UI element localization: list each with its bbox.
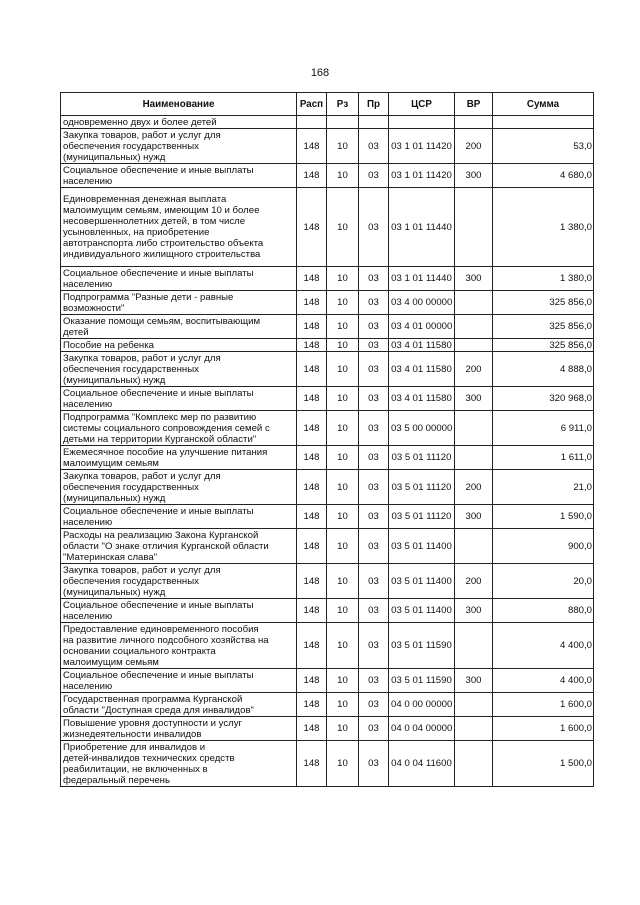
cell-vr: 300 — [455, 505, 493, 529]
table-body — [61, 116, 594, 787]
cell-csr: 03 5 01 11400 — [389, 599, 455, 623]
table-row — [61, 116, 594, 129]
cell-sum: 4 400,0 — [493, 623, 594, 669]
cell-pr: 03 — [359, 564, 389, 599]
cell-vr — [455, 339, 493, 352]
cell-rasp: 148 — [297, 623, 327, 669]
cell-csr: 03 5 01 11120 — [389, 470, 455, 505]
cell-pr: 03 — [359, 164, 389, 188]
cell-pr: 03 — [359, 291, 389, 315]
table-row — [61, 129, 594, 164]
cell-name: Закупка товаров, работ и услуг для обеспечения государственных (муниципальных) нужд — [61, 352, 297, 387]
table-row — [61, 470, 594, 505]
cell-pr: 03 — [359, 717, 389, 741]
table-row — [61, 564, 594, 599]
cell-csr: 03 1 01 11420 — [389, 164, 455, 188]
cell-vr: 300 — [455, 599, 493, 623]
cell-vr — [455, 529, 493, 564]
cell-rz: 10 — [327, 188, 359, 267]
cell-pr: 03 — [359, 315, 389, 339]
table-row — [61, 717, 594, 741]
cell-vr — [455, 315, 493, 339]
cell-sum: 1 380,0 — [493, 267, 594, 291]
cell-sum: 1 600,0 — [493, 717, 594, 741]
cell-pr: 03 — [359, 188, 389, 267]
cell-sum: 4 888,0 — [493, 352, 594, 387]
cell-rasp: 148 — [297, 693, 327, 717]
header-csr: ЦСР — [389, 93, 455, 116]
cell-vr — [455, 291, 493, 315]
table-row — [61, 315, 594, 339]
cell-rasp: 148 — [297, 291, 327, 315]
cell-rasp: 148 — [297, 599, 327, 623]
cell-vr: 300 — [455, 387, 493, 411]
cell-rz: 10 — [327, 411, 359, 446]
cell-pr: 03 — [359, 669, 389, 693]
cell-vr: 200 — [455, 470, 493, 505]
cell-csr: 03 1 01 11420 — [389, 129, 455, 164]
cell-vr — [455, 717, 493, 741]
table-row — [61, 267, 594, 291]
cell-sum: 900,0 — [493, 529, 594, 564]
cell-csr: 03 5 00 00000 — [389, 411, 455, 446]
cell-csr: 03 5 01 11400 — [389, 564, 455, 599]
cell-rz: 10 — [327, 164, 359, 188]
cell-rz: 10 — [327, 529, 359, 564]
cell-name: Оказание помощи семьям, воспитывающим детей — [61, 315, 297, 339]
cell-name: Расходы на реализацию Закона Курганской области "О знаке отличия Курганской области "Материнская слава" — [61, 529, 297, 564]
cell-vr: 200 — [455, 129, 493, 164]
cell-sum: 21,0 — [493, 470, 594, 505]
cell-sum — [493, 116, 594, 129]
cell-rz: 10 — [327, 339, 359, 352]
cell-pr: 03 — [359, 741, 389, 787]
cell-csr: 03 5 01 11120 — [389, 446, 455, 470]
cell-name: Подпрограмма "Разные дети - равные возможности" — [61, 291, 297, 315]
cell-sum: 6 911,0 — [493, 411, 594, 446]
cell-name: Социальное обеспечение и иные выплаты населению — [61, 164, 297, 188]
cell-name: Закупка товаров, работ и услуг для обеспечения государственных (муниципальных) нужд — [61, 129, 297, 164]
cell-vr — [455, 411, 493, 446]
table-row — [61, 387, 594, 411]
cell-rasp: 148 — [297, 164, 327, 188]
table-row — [61, 291, 594, 315]
table-row — [61, 669, 594, 693]
cell-rasp: 148 — [297, 446, 327, 470]
cell-rz: 10 — [327, 291, 359, 315]
cell-pr: 03 — [359, 267, 389, 291]
cell-rasp: 148 — [297, 529, 327, 564]
header-name: Наименование — [61, 93, 297, 116]
cell-name: Пособие на ребенка — [61, 339, 297, 352]
cell-vr: 300 — [455, 267, 493, 291]
cell-csr: 03 4 01 11580 — [389, 352, 455, 387]
header-rasp: Расп — [297, 93, 327, 116]
table-row — [61, 599, 594, 623]
cell-rasp: 148 — [297, 267, 327, 291]
cell-vr — [455, 693, 493, 717]
cell-rasp: 148 — [297, 411, 327, 446]
cell-name: Подпрограмма "Комплекс мер по развитию системы социального сопровождения семей с детьми на территории Курганской области" — [61, 411, 297, 446]
cell-rz: 10 — [327, 741, 359, 787]
cell-pr: 03 — [359, 387, 389, 411]
table-row — [61, 505, 594, 529]
cell-rasp: 148 — [297, 741, 327, 787]
cell-rz: 10 — [327, 352, 359, 387]
cell-pr: 03 — [359, 446, 389, 470]
cell-pr: 03 — [359, 339, 389, 352]
cell-pr: 03 — [359, 623, 389, 669]
cell-rz: 10 — [327, 693, 359, 717]
cell-name: Приобретение для инвалидов и детей-инвалидов технических средств реабилитации, не включенных в федеральный перечень — [61, 741, 297, 787]
cell-rasp: 148 — [297, 352, 327, 387]
cell-csr: 03 5 01 11400 — [389, 529, 455, 564]
cell-name: Предоставление единовременного пособия на развитие личного подсобного хозяйства на основании социального контракта малоимущим семьям — [61, 623, 297, 669]
cell-pr: 03 — [359, 693, 389, 717]
cell-sum: 320 968,0 — [493, 387, 594, 411]
cell-rz: 10 — [327, 505, 359, 529]
header-vr: ВР — [455, 93, 493, 116]
cell-rz: 10 — [327, 446, 359, 470]
cell-name: Единовременная денежная выплата малоимущим семьям, имеющим 10 и более несовершеннолетних детей, в том числе усыновленных, на приобретение автотранспорта либо строительство объекта индивидуального жилищного строительства — [61, 188, 297, 267]
header-rz: Рз — [327, 93, 359, 116]
cell-vr — [455, 188, 493, 267]
cell-name: Социальное обеспечение и иные выплаты населению — [61, 669, 297, 693]
cell-csr: 03 5 01 11590 — [389, 669, 455, 693]
cell-vr: 300 — [455, 669, 493, 693]
cell-name: одновременно двух и более детей — [61, 116, 297, 129]
cell-sum: 4 400,0 — [493, 669, 594, 693]
cell-rz: 10 — [327, 267, 359, 291]
cell-name: Повышение уровня доступности и услуг жизнедеятельности инвалидов — [61, 717, 297, 741]
cell-pr: 03 — [359, 505, 389, 529]
cell-sum: 880,0 — [493, 599, 594, 623]
table-row — [61, 352, 594, 387]
cell-sum: 1 590,0 — [493, 505, 594, 529]
cell-sum: 1 500,0 — [493, 741, 594, 787]
cell-pr: 03 — [359, 529, 389, 564]
cell-sum: 325 856,0 — [493, 291, 594, 315]
cell-csr: 03 5 01 11120 — [389, 505, 455, 529]
cell-sum: 1 611,0 — [493, 446, 594, 470]
table-header-row — [61, 93, 594, 116]
cell-pr: 03 — [359, 411, 389, 446]
cell-rz: 10 — [327, 669, 359, 693]
cell-vr — [455, 446, 493, 470]
table-row — [61, 529, 594, 564]
cell-sum: 325 856,0 — [493, 315, 594, 339]
table-row — [61, 164, 594, 188]
cell-rasp: 148 — [297, 564, 327, 599]
cell-name: Социальное обеспечение и иные выплаты населению — [61, 267, 297, 291]
cell-csr: 03 1 01 11440 — [389, 188, 455, 267]
header-pr: Пр — [359, 93, 389, 116]
table-row — [61, 623, 594, 669]
cell-rasp: 148 — [297, 315, 327, 339]
cell-sum: 1 380,0 — [493, 188, 594, 267]
cell-name: Социальное обеспечение и иные выплаты населению — [61, 387, 297, 411]
cell-sum: 4 680,0 — [493, 164, 594, 188]
cell-name: Социальное обеспечение и иные выплаты населению — [61, 505, 297, 529]
cell-vr — [455, 741, 493, 787]
cell-rasp: 148 — [297, 717, 327, 741]
cell-rz: 10 — [327, 315, 359, 339]
cell-sum: 1 600,0 — [493, 693, 594, 717]
cell-rasp: 148 — [297, 188, 327, 267]
cell-csr: 03 1 01 11440 — [389, 267, 455, 291]
cell-csr: 04 0 00 00000 — [389, 693, 455, 717]
cell-csr: 04 0 04 11600 — [389, 741, 455, 787]
cell-vr: 200 — [455, 352, 493, 387]
cell-rz: 10 — [327, 599, 359, 623]
cell-sum: 20,0 — [493, 564, 594, 599]
cell-pr: 03 — [359, 352, 389, 387]
cell-pr: 03 — [359, 599, 389, 623]
cell-csr: 03 4 01 00000 — [389, 315, 455, 339]
cell-pr — [359, 116, 389, 129]
cell-name: Государственная программа Курганской области "Доступная среда для инвалидов" — [61, 693, 297, 717]
cell-rasp: 148 — [297, 669, 327, 693]
cell-name: Ежемесячное пособие на улучшение питания малоимущим семьям — [61, 446, 297, 470]
cell-name: Закупка товаров, работ и услуг для обеспечения государственных (муниципальных) нужд — [61, 564, 297, 599]
cell-rz: 10 — [327, 129, 359, 164]
cell-csr: 04 0 04 00000 — [389, 717, 455, 741]
cell-rz: 10 — [327, 564, 359, 599]
cell-rz — [327, 116, 359, 129]
cell-rz: 10 — [327, 717, 359, 741]
table-row — [61, 693, 594, 717]
cell-csr: 03 4 01 11580 — [389, 339, 455, 352]
cell-csr: 03 4 01 11580 — [389, 387, 455, 411]
cell-csr: 03 5 01 11590 — [389, 623, 455, 669]
cell-sum: 53,0 — [493, 129, 594, 164]
cell-rasp: 148 — [297, 505, 327, 529]
header-sum: Сумма — [493, 93, 594, 116]
cell-vr: 200 — [455, 564, 493, 599]
cell-rasp: 148 — [297, 339, 327, 352]
cell-name: Закупка товаров, работ и услуг для обеспечения государственных (муниципальных) нужд — [61, 470, 297, 505]
cell-rasp: 148 — [297, 470, 327, 505]
table-row — [61, 339, 594, 352]
cell-sum: 325 856,0 — [493, 339, 594, 352]
cell-vr: 300 — [455, 164, 493, 188]
cell-csr: 03 4 00 00000 — [389, 291, 455, 315]
cell-pr: 03 — [359, 470, 389, 505]
page-number: 168 — [310, 67, 330, 79]
cell-name: Социальное обеспечение и иные выплаты населению — [61, 599, 297, 623]
table-row — [61, 188, 594, 267]
cell-rz: 10 — [327, 387, 359, 411]
cell-rasp: 148 — [297, 387, 327, 411]
table-row — [61, 411, 594, 446]
cell-pr: 03 — [359, 129, 389, 164]
table-row — [61, 446, 594, 470]
cell-vr — [455, 623, 493, 669]
cell-rz: 10 — [327, 623, 359, 669]
budget-table — [60, 92, 594, 787]
cell-csr — [389, 116, 455, 129]
cell-rasp — [297, 116, 327, 129]
cell-vr — [455, 116, 493, 129]
cell-rz: 10 — [327, 470, 359, 505]
table-row — [61, 741, 594, 787]
cell-rasp: 148 — [297, 129, 327, 164]
